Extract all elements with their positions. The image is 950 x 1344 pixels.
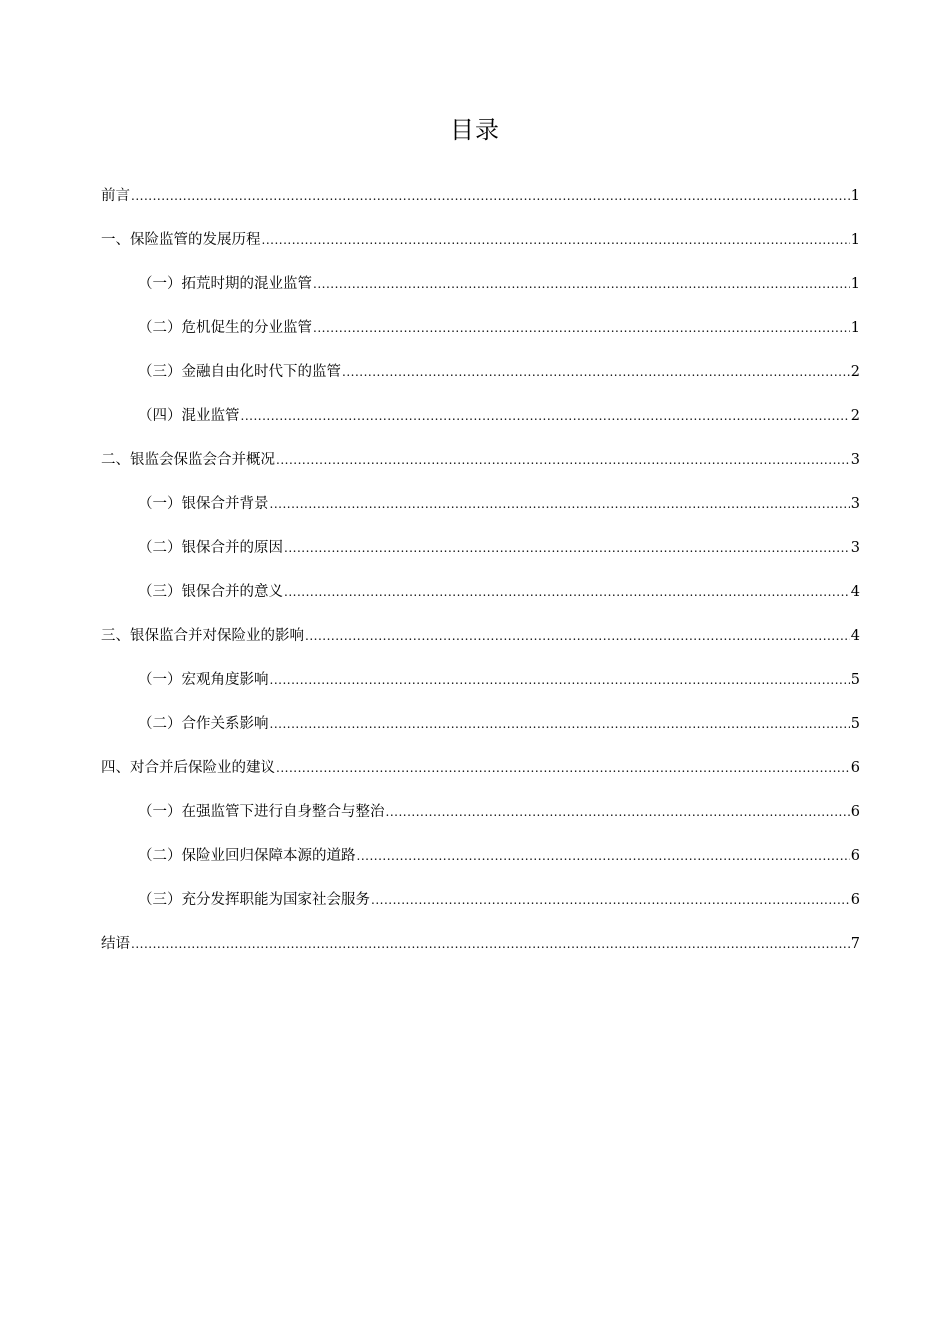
toc-entry[interactable] bbox=[101, 668, 860, 712]
toc-dot-leader bbox=[270, 712, 850, 736]
toc-entry-label: （二）银保合并的原因 bbox=[138, 540, 283, 556]
toc-entry[interactable] bbox=[101, 184, 860, 228]
toc-page-number: 6 bbox=[850, 804, 860, 820]
toc-entry-label: （二）合作关系影响 bbox=[138, 716, 269, 732]
toc-dot-leader bbox=[270, 492, 850, 516]
toc-entry[interactable] bbox=[101, 360, 860, 404]
toc-page-number: 4 bbox=[850, 584, 860, 600]
table-of-contents bbox=[101, 184, 860, 976]
toc-page-number: 3 bbox=[850, 496, 860, 512]
toc-page-number: 3 bbox=[850, 452, 860, 468]
page-title: 目录 bbox=[450, 116, 500, 144]
toc-page-number: 2 bbox=[850, 364, 860, 380]
toc-entry-label: （四）混业监管 bbox=[138, 408, 240, 424]
toc-page-number: 6 bbox=[850, 848, 860, 864]
toc-entry-label: 三、银保监合并对保险业的影响 bbox=[101, 628, 304, 644]
toc-entry-label: 二、银监会保监会合并概况 bbox=[101, 452, 275, 468]
toc-dot-leader bbox=[131, 932, 850, 956]
toc-entry[interactable] bbox=[101, 800, 860, 844]
toc-entry-label: （一）在强监管下进行自身整合与整治 bbox=[138, 804, 385, 820]
toc-dot-leader bbox=[313, 316, 850, 340]
toc-entry[interactable] bbox=[101, 536, 860, 580]
toc-dot-leader bbox=[131, 184, 850, 208]
toc-entry-label: 四、对合并后保险业的建议 bbox=[101, 760, 275, 776]
toc-page-number: 1 bbox=[850, 276, 860, 292]
toc-entry-label: （一）银保合并背景 bbox=[138, 496, 269, 512]
toc-entry[interactable] bbox=[101, 888, 860, 932]
toc-dot-leader bbox=[270, 668, 850, 692]
toc-entry-label: 前言 bbox=[101, 188, 130, 204]
toc-page-number: 6 bbox=[850, 760, 860, 776]
toc-dot-leader bbox=[241, 404, 850, 428]
toc-page-number: 5 bbox=[850, 716, 860, 732]
toc-entry[interactable] bbox=[101, 272, 860, 316]
toc-entry[interactable] bbox=[101, 712, 860, 756]
toc-dot-leader bbox=[276, 448, 850, 472]
toc-page-number: 1 bbox=[850, 232, 860, 248]
toc-entry-label: 一、保险监管的发展历程 bbox=[101, 232, 261, 248]
toc-entry-label: （一）拓荒时期的混业监管 bbox=[138, 276, 312, 292]
toc-dot-leader bbox=[284, 536, 850, 560]
toc-entry[interactable] bbox=[101, 316, 860, 360]
toc-entry-label: （三）银保合并的意义 bbox=[138, 584, 283, 600]
toc-page-number: 3 bbox=[850, 540, 860, 556]
toc-page-number: 5 bbox=[850, 672, 860, 688]
toc-dot-leader bbox=[284, 580, 850, 604]
toc-page-number: 7 bbox=[850, 936, 860, 952]
toc-dot-leader bbox=[371, 888, 850, 912]
toc-dot-leader bbox=[342, 360, 850, 384]
toc-page-number: 1 bbox=[850, 320, 860, 336]
toc-entry[interactable] bbox=[101, 844, 860, 888]
toc-dot-leader bbox=[262, 228, 850, 252]
toc-entry[interactable] bbox=[101, 404, 860, 448]
toc-entry[interactable] bbox=[101, 228, 860, 272]
toc-entry-label: （一）宏观角度影响 bbox=[138, 672, 269, 688]
toc-page-number: 1 bbox=[850, 188, 860, 204]
toc-dot-leader bbox=[386, 800, 850, 824]
toc-entry-label: （三）充分发挥职能为国家社会服务 bbox=[138, 892, 370, 908]
toc-entry[interactable] bbox=[101, 756, 860, 800]
toc-entry[interactable] bbox=[101, 932, 860, 976]
toc-page-number: 4 bbox=[850, 628, 860, 644]
toc-entry[interactable] bbox=[101, 492, 860, 536]
toc-page-number: 2 bbox=[850, 408, 860, 424]
toc-page-number: 6 bbox=[850, 892, 860, 908]
toc-entry-label: 结语 bbox=[101, 936, 130, 952]
toc-entry-label: （二）保险业回归保障本源的道路 bbox=[138, 848, 356, 864]
toc-entry-label: （三）金融自由化时代下的监管 bbox=[138, 364, 341, 380]
toc-dot-leader bbox=[313, 272, 850, 296]
toc-entry[interactable] bbox=[101, 448, 860, 492]
toc-entry-label: （二）危机促生的分业监管 bbox=[138, 320, 312, 336]
toc-dot-leader bbox=[276, 756, 850, 780]
toc-entry[interactable] bbox=[101, 624, 860, 668]
toc-entry[interactable] bbox=[101, 580, 860, 624]
toc-dot-leader bbox=[305, 624, 850, 648]
toc-dot-leader bbox=[357, 844, 850, 868]
